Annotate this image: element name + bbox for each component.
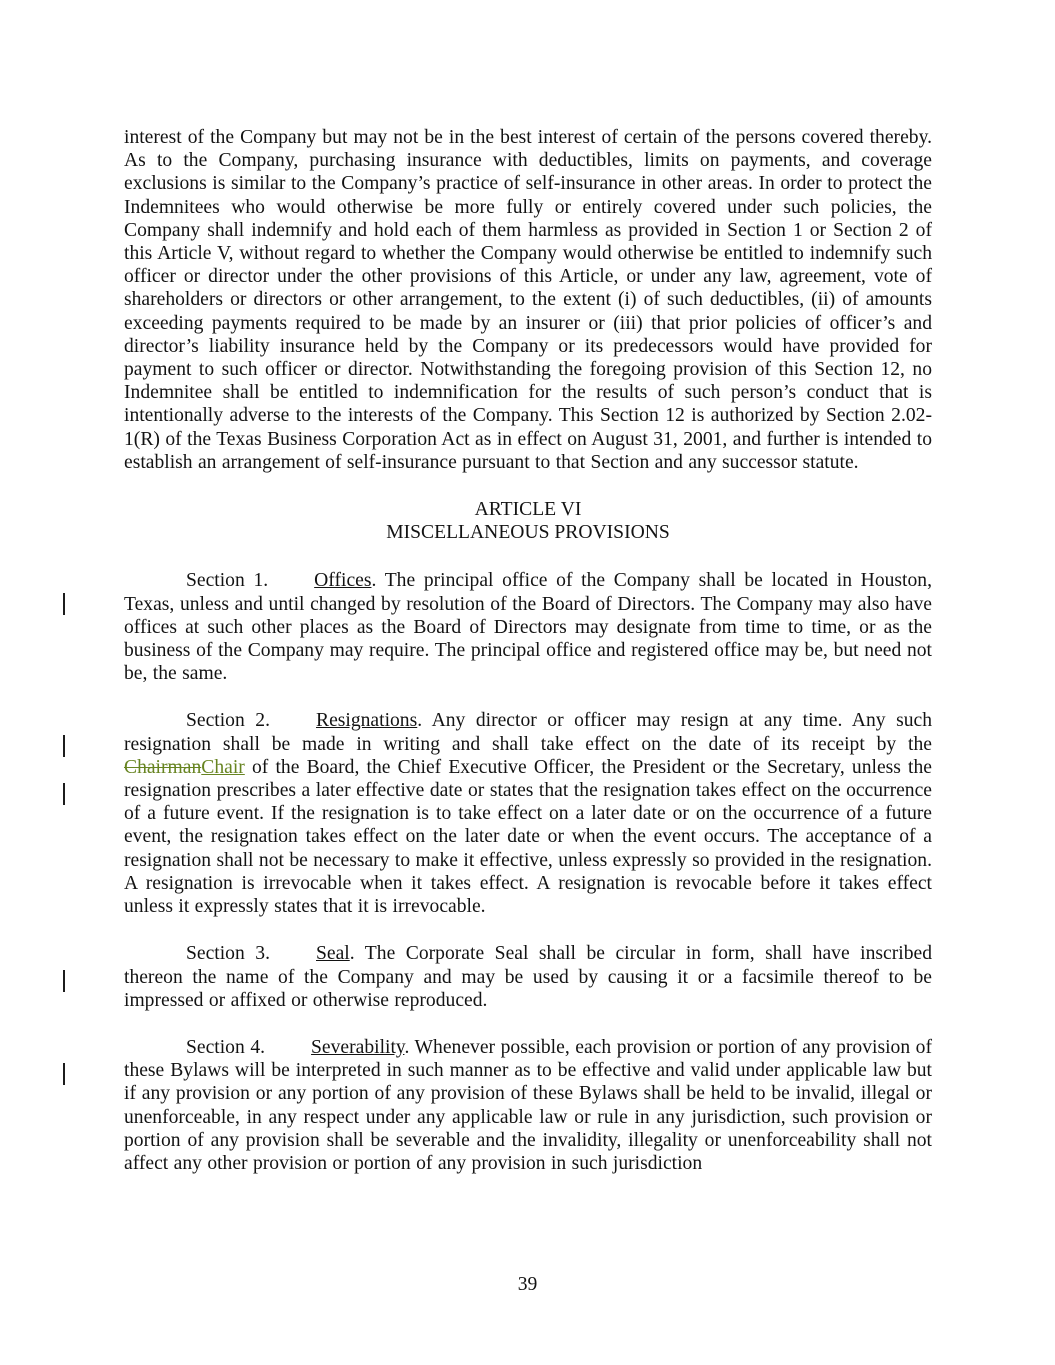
section-2-title: Resignations — [316, 710, 418, 732]
section-2-text-after: of the Board, the Chief Executive Officer, the President or the Secretary, unless the resignation prescribes a later effective date or states that the resignation takes effect on the occurrence of a future event. If the resignation is to take effect on a later date or on the occurrence of a future event, the resignation takes effect on the later date or when the event occurs. The acceptance of a resignation shall not be necessary to make it effective, unless expressly so provided in the resignation. A resignation is irrevocable when it takes effect. A resignation is revocable before it takes effect unless it expressly states that it is irrevocable. — [124, 756, 932, 918]
change-bar-section-1 — [63, 593, 65, 615]
section-1-label: Section 1. — [186, 570, 269, 592]
section-1-title: Offices — [314, 570, 372, 592]
article-heading — [124, 498, 932, 544]
section-3-text: . The Corporate Seal shall be circular in form, shall have inscribed thereon the name of the Company and may be used by causing it or a facsimile thereof to be impressed or affixed or otherwise reproduced. — [124, 943, 932, 1011]
continuation-paragraph — [124, 126, 932, 474]
section-3-label: Section 3. — [186, 943, 270, 965]
section-1-paragraph — [124, 569, 932, 685]
section-3-title: Seal — [316, 943, 350, 965]
continuation-paragraph-text: interest of the Company but may not be in the best interest of certain of the persons covered thereby. As to the Company, purchasing insurance with deductibles, limits on payments, and coverage exclusions is similar to the Company’s practice of self-insurance in other areas. In order to protect the Indemnitees who would otherwise be more fully or entirely covered under such policies, the Company shall indemnify and hold each of them harmless as provided in Section 1 or Section 2 of this Article V, without regard to whether the Company would otherwise be entitled to indemnify such officer or director under the other provisions of this Article, or under any law, agreement, vote of shareholders or directors or other arrangement, to the extent (i) of such deductibles, (ii) of amounts exceeding payments required to be made by an insurer or (iii) that prior policies of officer’s and director’s liability insurance held by the Company or its predecessors would have provided for payment to such officer or director. Notwithstanding the foregoing provision of this Section 12, no Indemnitee shall be entitled to indemnification for the results of such person’s conduct that is intentionally adverse to the interests of the Company. This Section 12 is authorized by Section 2.02-1(R) of the Texas Business Corporation Act as in effect on August 31, 2001, and further is intended to establish an arrangement of self-insurance pursuant to that Section and any successor statute. — [124, 127, 932, 473]
document-body — [124, 126, 932, 1199]
section-4-label: Section 4. — [186, 1036, 266, 1058]
section-2-label: Section 2. — [186, 710, 270, 732]
change-bar-section-4 — [63, 1063, 65, 1085]
inserted-text-chair: Chair — [201, 756, 245, 778]
change-bar-section-2 — [63, 735, 65, 757]
section-2-paragraph — [124, 709, 932, 918]
article-heading-line2: MISCELLANEOUS PROVISIONS — [386, 522, 670, 544]
section-4-title: Severability — [311, 1036, 405, 1058]
deleted-text-chairman: Chairman — [124, 756, 202, 778]
section-3-paragraph — [124, 942, 932, 1012]
change-bar-section-3 — [63, 970, 65, 992]
change-bar-chairman-edit — [63, 783, 65, 805]
page-number: 39 — [517, 1274, 538, 1295]
section-4-paragraph — [124, 1036, 932, 1175]
section-2-text-before: . Any director or officer may resign at any time. Any such resignation shall be made in writing and shall take effect on the date of its receipt by the — [124, 710, 932, 755]
section-4-text: . Whenever possible, each provision or portion of any provision of these Bylaws will be interpreted in such manner as to be effective and valid under applicable law but if any provision or any portion of any provision of these Bylaws shall be held to be invalid, illegal or unenforceable, in any respect under any applicable law or rule in any jurisdiction, such provision or portion of any provision shall be severable and the invalidity, illegality or unenforceability shall not affect any other provision or portion of any provision in such jurisdiction — [124, 1036, 932, 1174]
article-heading-line1: ARTICLE VI — [474, 499, 582, 521]
section-1-text: . The principal office of the Company shall be located in Houston, Texas, unless and until changed by resolution of the Board of Directors. The Company may also have offices at such other places as the Board of Directors may designate from time to time, or as the business of the Company may require. The principal office and registered office may be, but need not be, the same. — [124, 570, 932, 685]
